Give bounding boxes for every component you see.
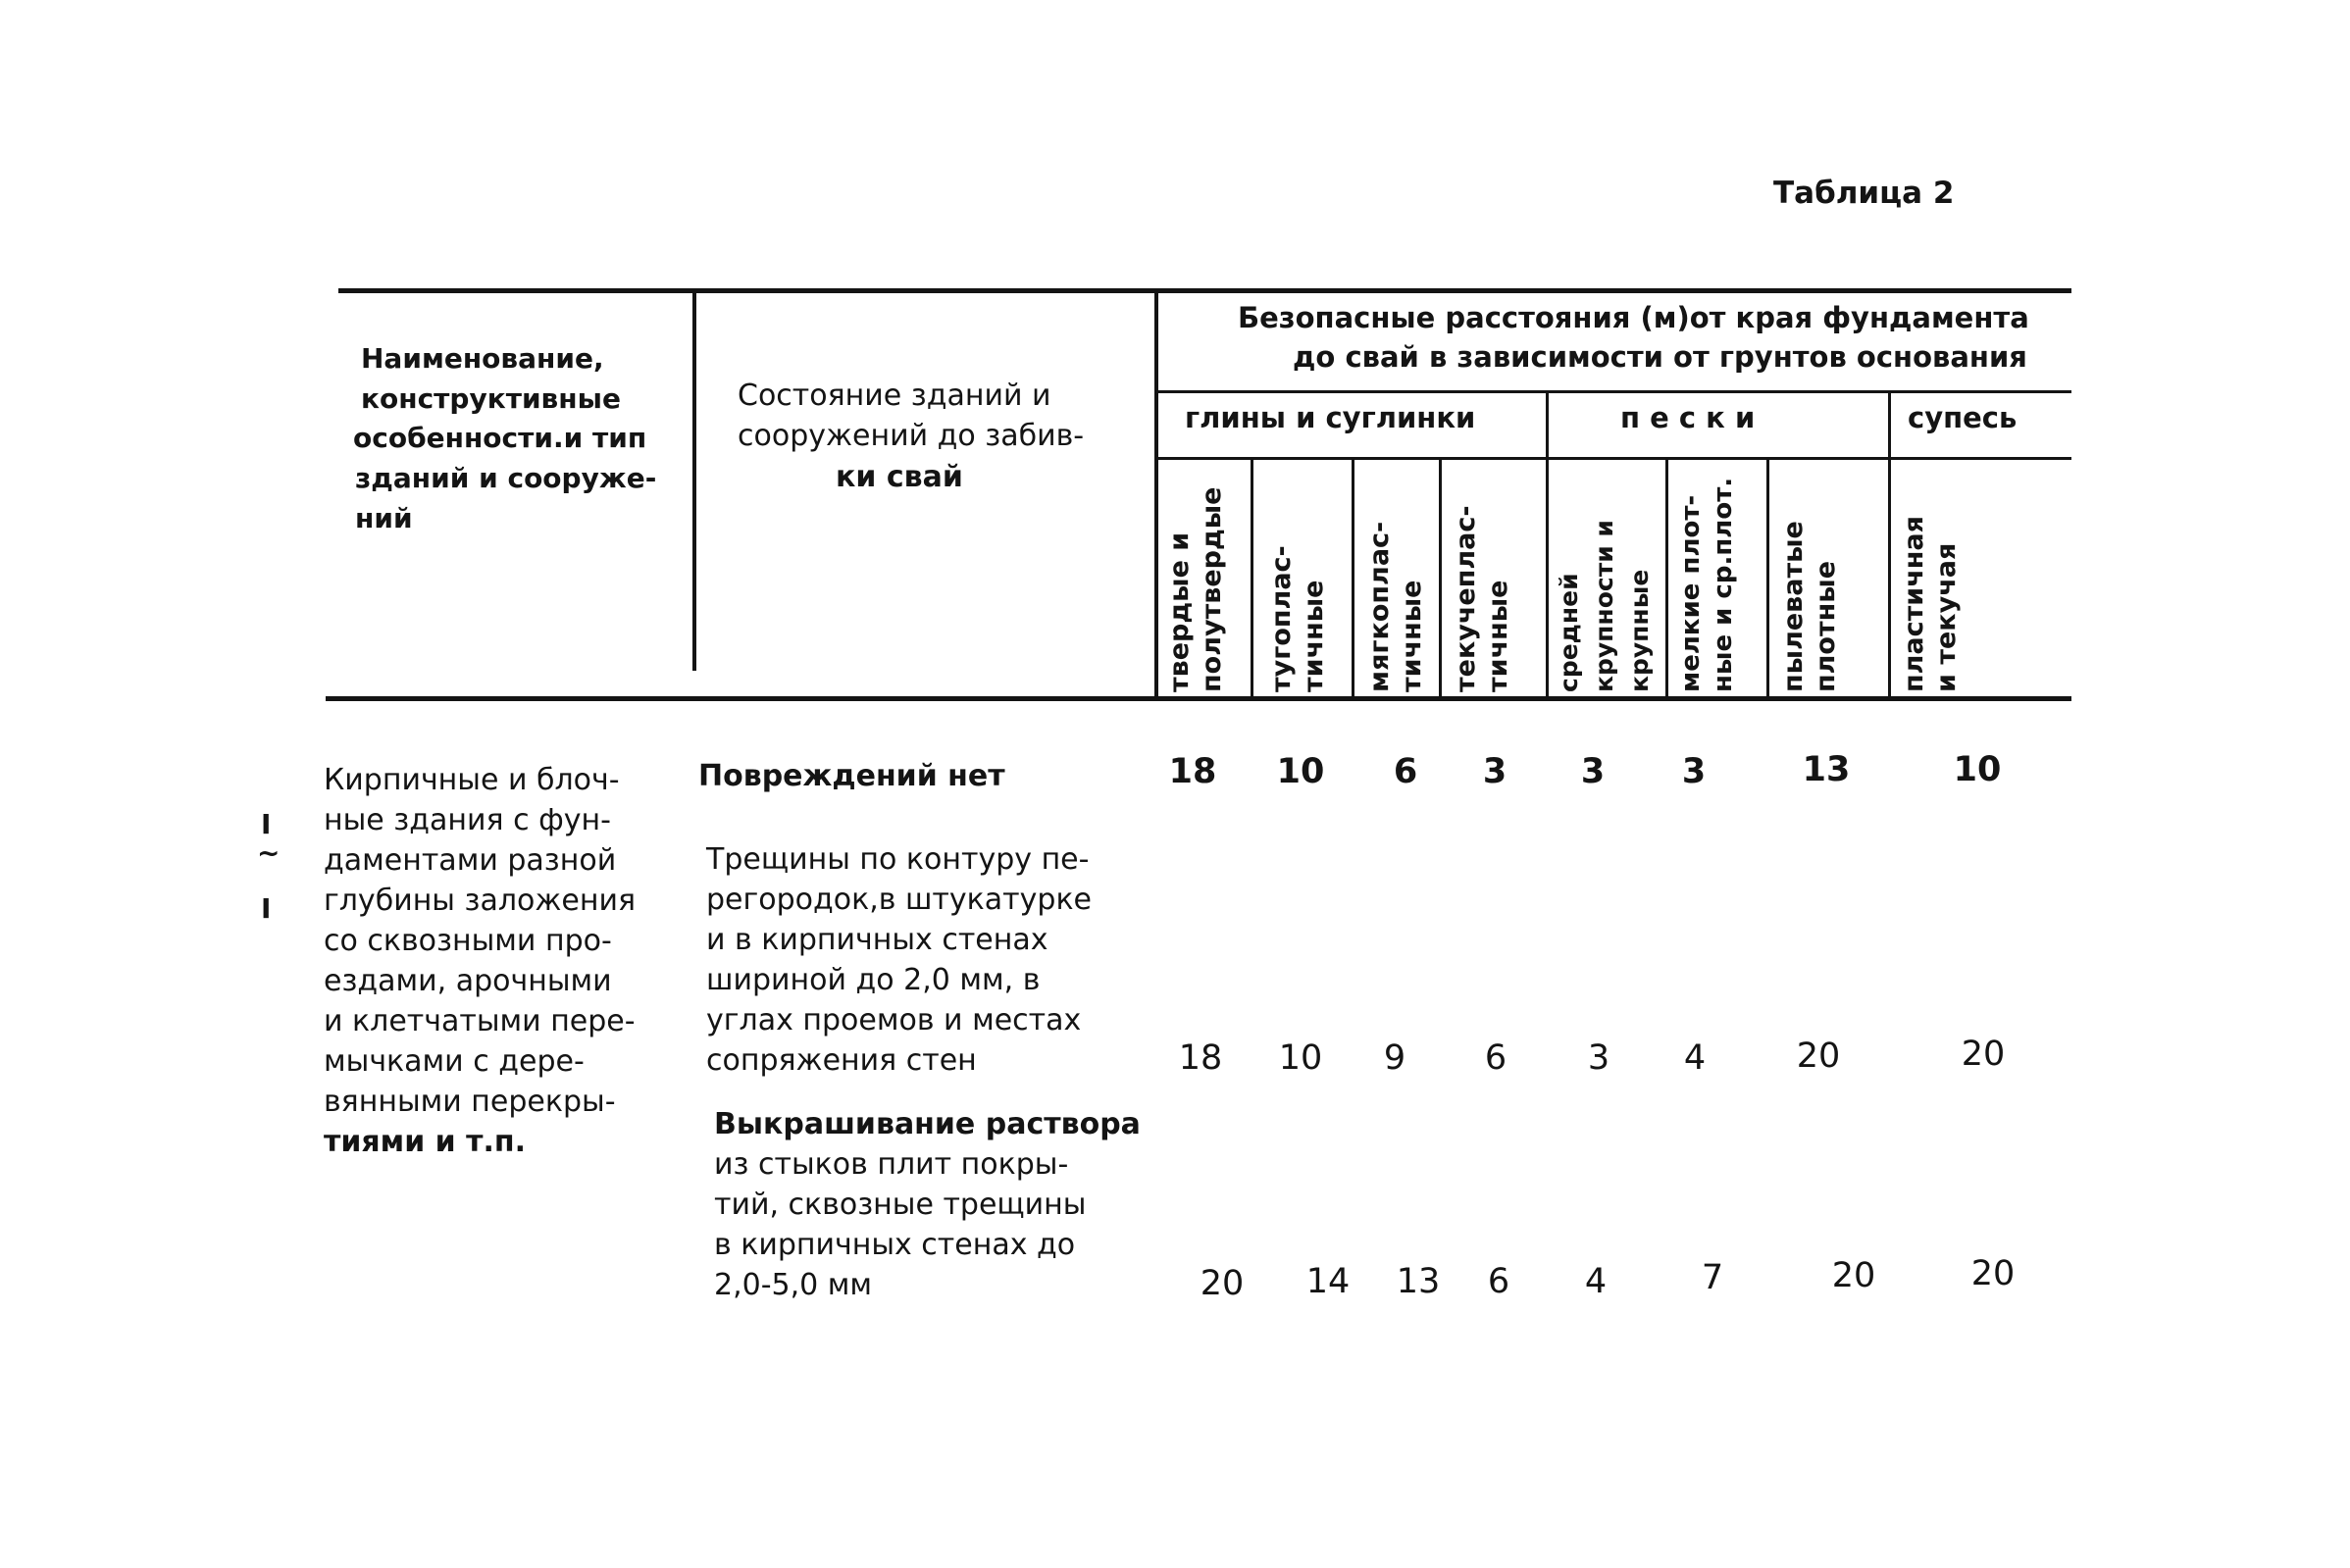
value-r1-c4: 3 [1482,752,1507,791]
margin-mark-2: ~ [257,836,281,869]
building-description: Кирпичные и блоч- ные здания с фун- даментами разной глубины заложения со сквозными про- ездами, арочными и клетчатыми пере- мычками с дере- вянными перекры- тиями и т.п. [324,763,637,1159]
state-2-text: Трещины по контуру пе- регородок,в штукатурке и в кирпичных стенах шириной до 2,0 мм, в углах проемов и местах сопряжения стен [706,842,1093,1078]
value-r1-c8: 10 [1953,750,2002,789]
subcol-2-header: тугоплас- тичные [1266,545,1329,692]
subgroup-rule [1157,457,2071,460]
value-r1-c6: 3 [1681,752,1707,791]
group-clays: глины и суглинки [1185,401,1476,434]
group-rule [1157,390,2071,393]
distance-header-line-1: Безопасные расстояния (м)от края фундамента [1238,301,2029,334]
value-r1-c3: 6 [1393,752,1418,791]
value-r2-c1: 18 [1178,1038,1223,1078]
value-r3-c4: 6 [1487,1262,1510,1301]
value-r1-c7: 13 [1802,750,1851,789]
value-r1-c2: 10 [1276,752,1325,791]
group-divider-1 [1546,392,1549,699]
sub-divider-3 [1439,459,1442,699]
col1-header-line-3: особенности.и тип [353,422,647,454]
value-r2-c8: 20 [1961,1035,2006,1074]
sub-divider-6 [1766,459,1769,699]
value-r3-c1: 20 [1200,1264,1245,1303]
value-r3-c6: 7 [1701,1258,1724,1297]
value-r1-c5: 3 [1580,752,1606,791]
subcol-6-header: мелкие плот- ные и ср.плот. [1676,477,1738,692]
value-r2-c3: 9 [1383,1038,1406,1078]
value-r2-c5: 3 [1587,1038,1610,1078]
margin-mark-3: I [261,892,272,925]
subcol-1-header: твердые и полутвердые [1164,486,1227,692]
group-sands: п е с к и [1620,401,1756,434]
subcol-5-header: средней крупности и крупные [1555,520,1654,692]
subcol-7-header: пылеватые плотные [1778,521,1841,692]
value-r2-c6: 4 [1683,1038,1707,1078]
col2-divider [1154,290,1158,700]
value-r2-c2: 10 [1278,1038,1323,1078]
subcol-4-header: текучеплас- тичные [1451,505,1513,692]
value-r2-c4: 6 [1484,1038,1507,1078]
table-label: Таблица 2 [1773,176,1955,211]
value-r3-c2: 14 [1305,1262,1351,1301]
col1-header-line-1: Наименование, [361,342,604,375]
col2-header-line-1: Состояние зданий и [738,379,1051,413]
sub-divider-2 [1352,459,1354,699]
distance-header-line-2: до свай в зависимости от грунтов основания [1293,340,2027,374]
value-r3-c7: 20 [1831,1256,1876,1295]
col1-divider [692,290,696,671]
value-r1-c1: 18 [1168,752,1217,791]
value-r3-c5: 4 [1584,1262,1608,1301]
state-1-text: Повреждений нет [698,759,1005,793]
table-top-rule [338,288,2071,293]
col1-header-line-2: конструктивные [361,382,621,415]
col2-header-line-2: сооружений до забив- [738,419,1085,453]
value-r3-c8: 20 [1970,1254,2016,1293]
state-3-text: Выкрашивание раствора из стыков плит покры- тий, сквозные трещины в кирпичных стенах до 2,0-5,0 мм [714,1107,1141,1302]
group-divider-2 [1888,392,1891,699]
col1-header-line-4: зданий и сооруже- [355,462,657,494]
sub-divider-1 [1251,459,1253,699]
sub-divider-5 [1665,459,1668,699]
value-r2-c7: 20 [1796,1037,1841,1076]
subcol-3-header: мягкоплас- тичные [1364,521,1427,692]
value-r3-c3: 13 [1396,1262,1441,1301]
group-sandy-loam: супесь [1908,401,2018,434]
subcol-8-header: пластичная и текучая [1899,516,1962,692]
margin-mark-1: I [261,808,272,840]
col2-header-line-3: ки свай [836,460,963,494]
header-bottom-rule [326,696,2071,701]
col1-header-line-5: ний [355,502,413,534]
